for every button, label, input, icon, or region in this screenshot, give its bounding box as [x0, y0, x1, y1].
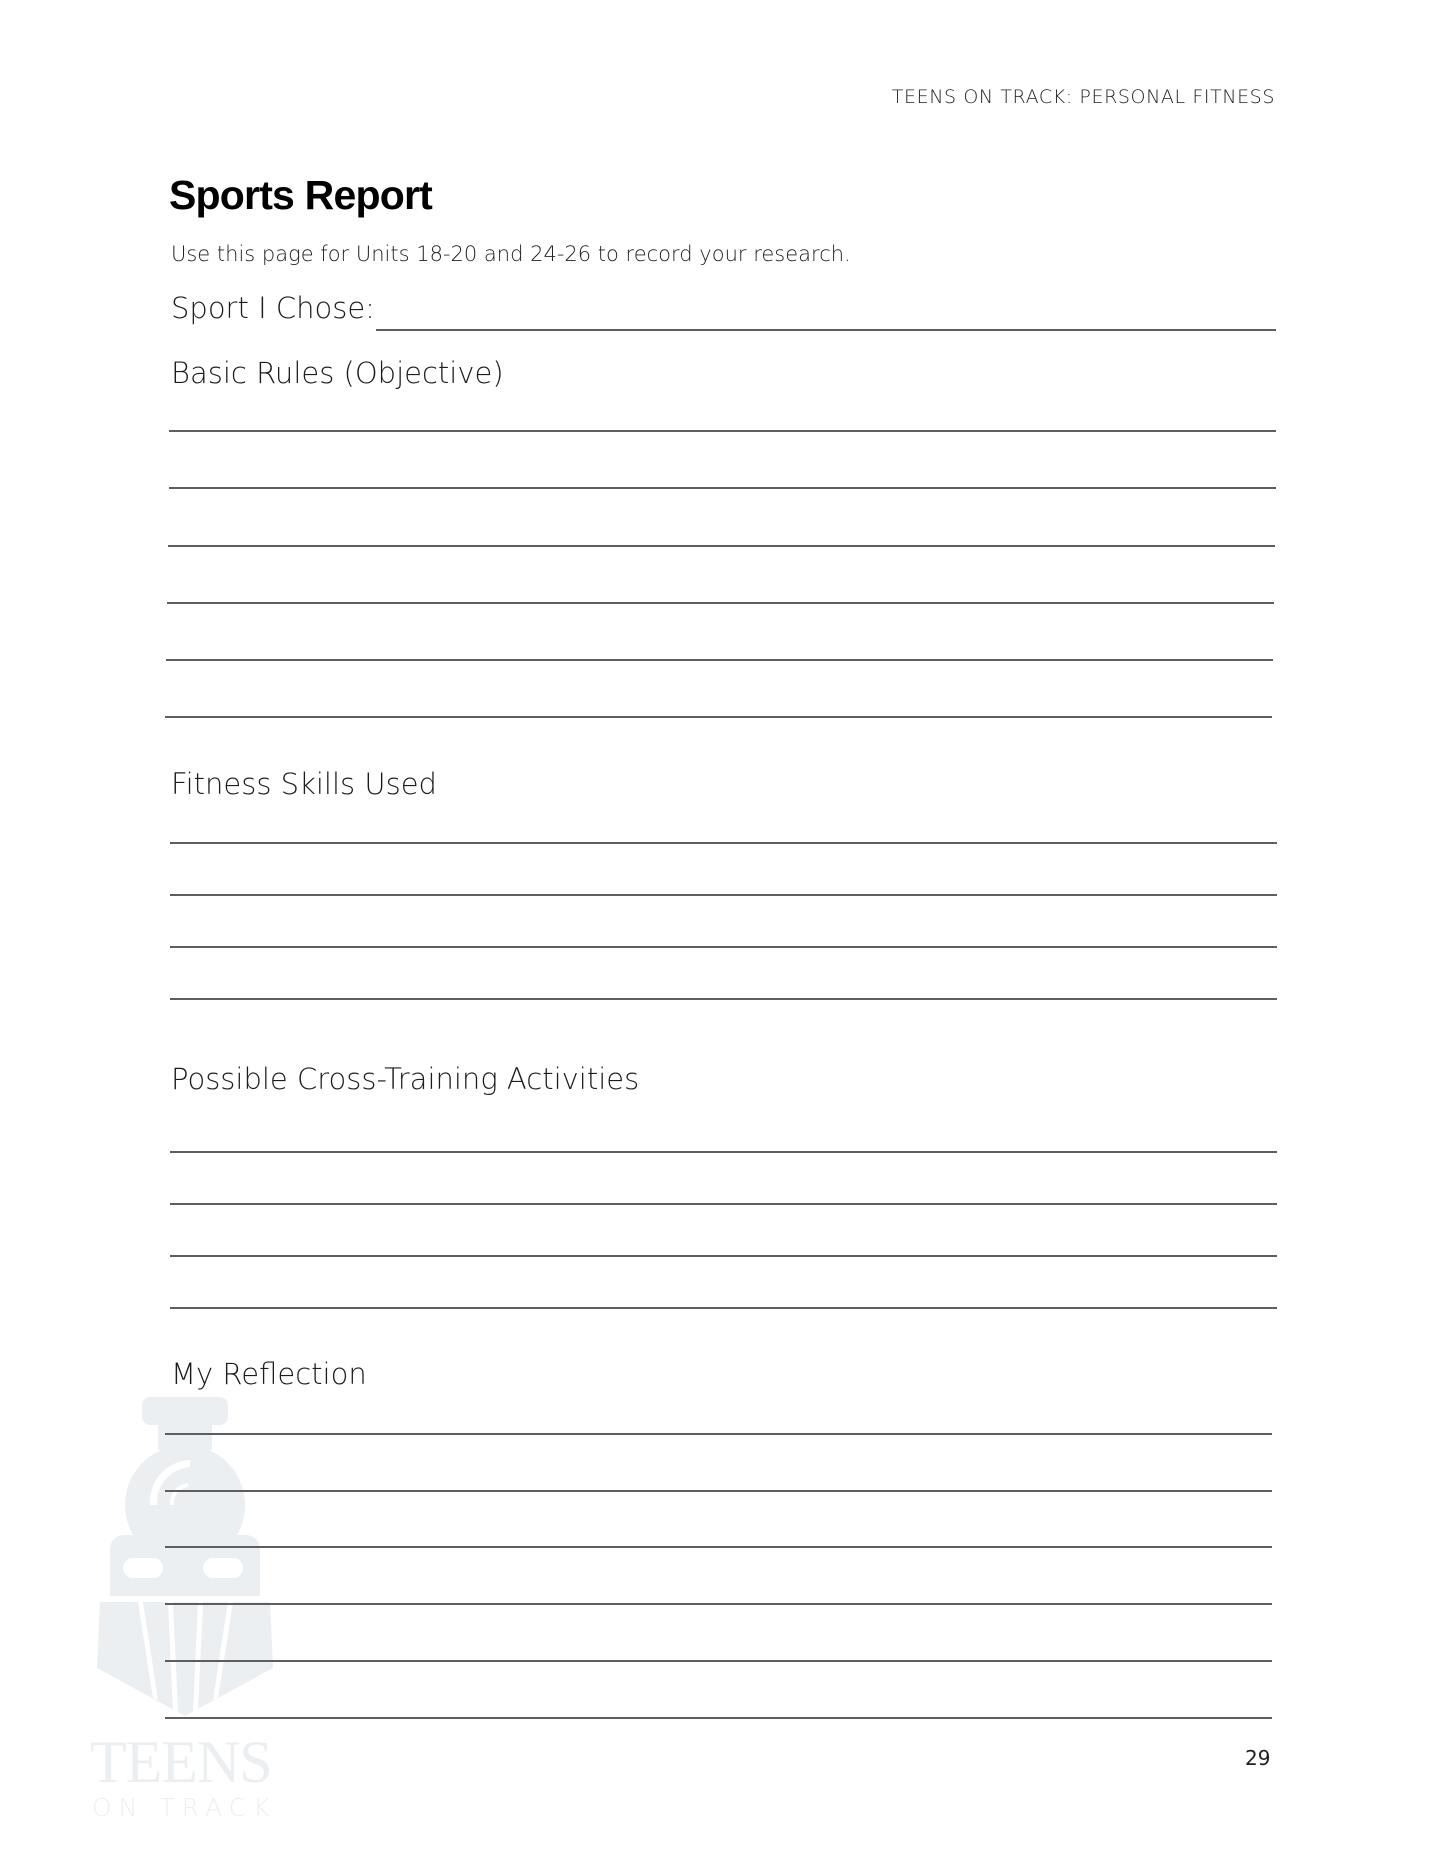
section-heading-cross-training: Possible Cross-Training Activities	[171, 1062, 640, 1096]
write-line[interactable]	[168, 545, 1275, 547]
watermark-title: TEENS	[90, 1729, 272, 1795]
write-line[interactable]	[170, 998, 1277, 1000]
section-heading-fitness-skills: Fitness Skills Used	[171, 767, 437, 801]
page-title: Sports Report	[169, 172, 432, 218]
write-line[interactable]	[170, 1203, 1277, 1205]
write-line[interactable]	[166, 659, 1273, 661]
write-line[interactable]	[170, 1255, 1277, 1257]
write-line[interactable]	[165, 1660, 1272, 1662]
sport-field-input-line[interactable]	[376, 329, 1276, 331]
watermark-subtitle: ON TRACK	[92, 1793, 277, 1822]
write-line[interactable]	[165, 716, 1272, 718]
write-line[interactable]	[165, 1546, 1272, 1548]
page-instructions: Use this page for Units 18-20 and 24-26 to record your research.	[171, 242, 851, 266]
write-line[interactable]	[169, 487, 1276, 489]
write-line[interactable]	[165, 1433, 1272, 1435]
section-heading-basic-rules: Basic Rules (Objective)	[171, 356, 504, 390]
section-heading-reflection: My Reflection	[171, 1357, 367, 1391]
write-line[interactable]	[170, 1151, 1277, 1153]
write-line[interactable]	[165, 1717, 1272, 1719]
write-line[interactable]	[169, 430, 1276, 432]
write-line[interactable]	[167, 602, 1274, 604]
write-line[interactable]	[170, 894, 1277, 896]
write-line[interactable]	[170, 1307, 1277, 1309]
running-header: TEENS ON TRACK: PERSONAL FITNESS	[891, 86, 1275, 108]
write-line[interactable]	[165, 1490, 1272, 1492]
sport-field-label: Sport I Chose:	[171, 291, 375, 325]
write-line[interactable]	[170, 842, 1277, 844]
write-line[interactable]	[170, 946, 1277, 948]
page-number: 29	[1245, 1746, 1271, 1770]
write-line[interactable]	[165, 1603, 1272, 1605]
